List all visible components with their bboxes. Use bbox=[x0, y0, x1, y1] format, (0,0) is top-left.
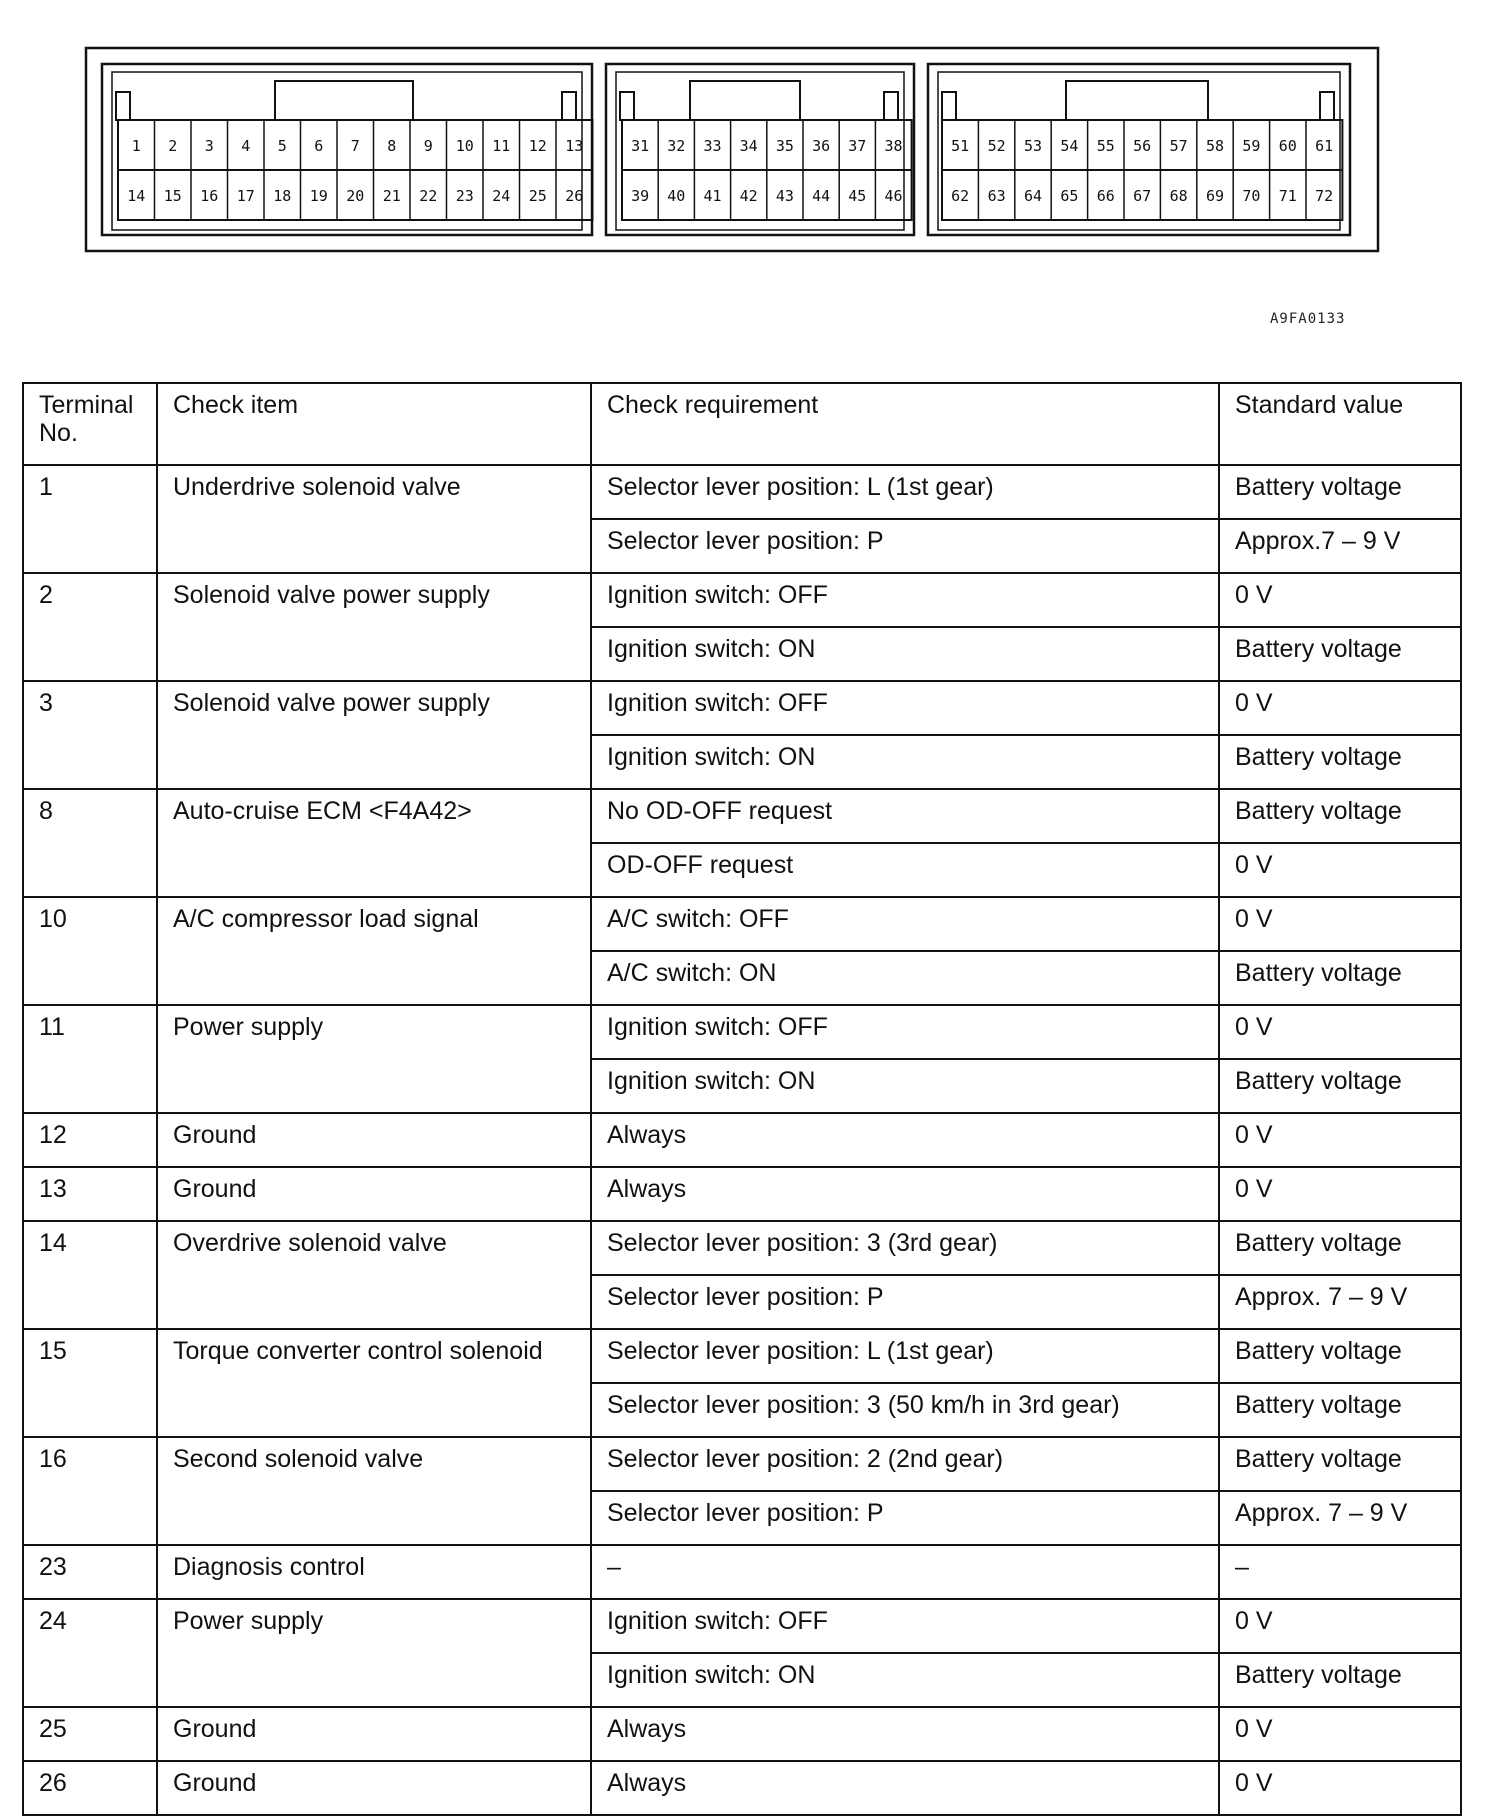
terminal-pin-label: 42 bbox=[739, 187, 758, 205]
check-requirement: Ignition switch: ON bbox=[591, 1059, 1219, 1113]
check-item: Ground bbox=[157, 1113, 591, 1167]
terminal-number: 12 bbox=[23, 1113, 157, 1167]
standard-value: Approx.7 – 9 V bbox=[1219, 519, 1461, 573]
terminal-pin-label: 3 bbox=[204, 137, 214, 155]
check-requirement: Always bbox=[591, 1707, 1219, 1761]
terminal-pin-label: 44 bbox=[812, 187, 831, 205]
standard-value: Battery voltage bbox=[1219, 789, 1461, 843]
terminal-pin-label: 9 bbox=[423, 137, 433, 155]
standard-value: 0 V bbox=[1219, 1707, 1461, 1761]
connector-block bbox=[102, 64, 593, 235]
standard-value: 0 V bbox=[1219, 1761, 1461, 1815]
terminal-pin-label: 46 bbox=[884, 187, 903, 205]
table-row bbox=[23, 1761, 1461, 1815]
terminal-number: 25 bbox=[23, 1707, 157, 1761]
check-requirement: Selector lever position: L (1st gear) bbox=[591, 1329, 1219, 1383]
check-requirement: Ignition switch: OFF bbox=[591, 1005, 1219, 1059]
terminal-pin-label: 72 bbox=[1315, 187, 1334, 205]
terminal-pin-label: 35 bbox=[775, 137, 794, 155]
table-row bbox=[23, 681, 1461, 735]
terminal-number: 14 bbox=[23, 1221, 157, 1329]
table-row bbox=[23, 1707, 1461, 1761]
terminal-number: 11 bbox=[23, 1005, 157, 1113]
terminal-pin-label: 26 bbox=[565, 187, 584, 205]
terminal-pin-label: 51 bbox=[951, 137, 970, 155]
terminal-pin-label: 56 bbox=[1133, 137, 1152, 155]
table-row bbox=[23, 789, 1461, 843]
table-row bbox=[23, 897, 1461, 951]
check-requirement: Selector lever position: P bbox=[591, 519, 1219, 573]
standard-value: 0 V bbox=[1219, 843, 1461, 897]
check-requirement: Ignition switch: OFF bbox=[591, 681, 1219, 735]
terminal-pin-label: 63 bbox=[987, 187, 1006, 205]
terminal-pin-label: 8 bbox=[387, 137, 397, 155]
terminal-pin-label: 7 bbox=[350, 137, 360, 155]
terminal-pin-label: 66 bbox=[1096, 187, 1115, 205]
table-row bbox=[23, 1329, 1461, 1383]
connector-diagram bbox=[0, 0, 1504, 300]
terminal-number: 10 bbox=[23, 897, 157, 1005]
terminal-pin-label: 38 bbox=[884, 137, 903, 155]
check-item: Underdrive solenoid valve bbox=[157, 465, 591, 573]
terminal-check-table bbox=[22, 382, 1462, 1816]
standard-value: Battery voltage bbox=[1219, 1653, 1461, 1707]
terminal-pin-label: 5 bbox=[277, 137, 287, 155]
terminal-pin-label: 13 bbox=[565, 137, 584, 155]
standard-value: Battery voltage bbox=[1219, 627, 1461, 681]
check-requirement: Selector lever position: 2 (2nd gear) bbox=[591, 1437, 1219, 1491]
terminal-number: 23 bbox=[23, 1545, 157, 1599]
connector-block bbox=[928, 64, 1350, 235]
terminal-pin-label: 34 bbox=[739, 137, 758, 155]
figure-id: A9FA0133 bbox=[1270, 311, 1346, 327]
terminal-pin-label: 4 bbox=[241, 137, 251, 155]
standard-value: – bbox=[1219, 1545, 1461, 1599]
terminal-pin-label: 68 bbox=[1169, 187, 1188, 205]
terminal-pin-label: 36 bbox=[812, 137, 831, 155]
table-row bbox=[23, 1113, 1461, 1167]
standard-value: Battery voltage bbox=[1219, 735, 1461, 789]
standard-value: Approx. 7 – 9 V bbox=[1219, 1275, 1461, 1329]
check-requirement: Selector lever position: P bbox=[591, 1275, 1219, 1329]
check-requirement: Selector lever position: 3 (3rd gear) bbox=[591, 1221, 1219, 1275]
table-row bbox=[23, 573, 1461, 627]
standard-value: Approx. 7 – 9 V bbox=[1219, 1491, 1461, 1545]
standard-value: 0 V bbox=[1219, 1005, 1461, 1059]
standard-value: 0 V bbox=[1219, 1113, 1461, 1167]
terminal-pin-label: 37 bbox=[848, 137, 867, 155]
terminal-pin-label: 60 bbox=[1278, 137, 1297, 155]
check-item: Diagnosis control bbox=[157, 1545, 591, 1599]
table-row bbox=[23, 1167, 1461, 1221]
check-item: Power supply bbox=[157, 1599, 591, 1707]
terminal-number: 1 bbox=[23, 465, 157, 573]
terminal-pin-label: 52 bbox=[987, 137, 1006, 155]
check-item: Power supply bbox=[157, 1005, 591, 1113]
check-item: Solenoid valve power supply bbox=[157, 681, 591, 789]
terminal-pin-label: 62 bbox=[951, 187, 970, 205]
terminal-pin-label: 23 bbox=[455, 187, 474, 205]
table-row bbox=[23, 465, 1461, 519]
check-requirement: Always bbox=[591, 1167, 1219, 1221]
terminal-pin-label: 22 bbox=[419, 187, 438, 205]
check-requirement: No OD-OFF request bbox=[591, 789, 1219, 843]
standard-value: 0 V bbox=[1219, 681, 1461, 735]
terminal-pin-label: 40 bbox=[667, 187, 686, 205]
check-requirement: – bbox=[591, 1545, 1219, 1599]
terminal-pin-label: 12 bbox=[528, 137, 547, 155]
terminal-pin-label: 32 bbox=[667, 137, 686, 155]
check-item: Second solenoid valve bbox=[157, 1437, 591, 1545]
terminal-pin-label: 57 bbox=[1169, 137, 1188, 155]
terminal-pin-label: 39 bbox=[631, 187, 650, 205]
terminal-number: 8 bbox=[23, 789, 157, 897]
terminal-pin-label: 21 bbox=[382, 187, 401, 205]
terminal-pin-label: 1 bbox=[131, 137, 141, 155]
standard-value: Battery voltage bbox=[1219, 1221, 1461, 1275]
terminal-pin-label: 31 bbox=[631, 137, 650, 155]
terminal-pin-label: 11 bbox=[492, 137, 511, 155]
standard-value: Battery voltage bbox=[1219, 1329, 1461, 1383]
table-header-row bbox=[23, 383, 1461, 465]
terminal-pin-label: 43 bbox=[775, 187, 794, 205]
terminal-pin-label: 67 bbox=[1133, 187, 1152, 205]
terminal-pin-label: 25 bbox=[528, 187, 547, 205]
check-item: Ground bbox=[157, 1761, 591, 1815]
standard-value: Battery voltage bbox=[1219, 1437, 1461, 1491]
terminal-pin-label: 69 bbox=[1205, 187, 1225, 205]
terminal-pin-label: 6 bbox=[314, 137, 324, 155]
check-requirement: Always bbox=[591, 1761, 1219, 1815]
terminal-pin-label: 14 bbox=[127, 187, 146, 205]
terminal-pin-label: 2 bbox=[168, 137, 178, 155]
terminal-number: 24 bbox=[23, 1599, 157, 1707]
connector-block bbox=[606, 64, 914, 235]
check-requirement: Ignition switch: ON bbox=[591, 1653, 1219, 1707]
check-requirement: Ignition switch: OFF bbox=[591, 1599, 1219, 1653]
header-terminal: Terminal No. bbox=[23, 383, 157, 465]
standard-value: Battery voltage bbox=[1219, 1059, 1461, 1113]
table-row bbox=[23, 1221, 1461, 1275]
terminal-number: 16 bbox=[23, 1437, 157, 1545]
check-requirement: Ignition switch: ON bbox=[591, 627, 1219, 681]
terminal-pin-label: 70 bbox=[1242, 187, 1261, 205]
check-requirement: A/C switch: OFF bbox=[591, 897, 1219, 951]
check-item: Solenoid valve power supply bbox=[157, 573, 591, 681]
connector-blocks bbox=[102, 64, 1350, 235]
standard-value: 0 V bbox=[1219, 1599, 1461, 1653]
terminal-pin-label: 24 bbox=[492, 187, 511, 205]
terminal-pin-label: 58 bbox=[1205, 137, 1225, 155]
check-item: Auto-cruise ECM <F4A42> bbox=[157, 789, 591, 897]
check-item: A/C compressor load signal bbox=[157, 897, 591, 1005]
standard-value: 0 V bbox=[1219, 1167, 1461, 1221]
header-standard-value: Standard value bbox=[1219, 383, 1461, 465]
check-item: Ground bbox=[157, 1707, 591, 1761]
terminal-pin-label: 16 bbox=[200, 187, 219, 205]
terminal-pin-label: 45 bbox=[848, 187, 867, 205]
terminal-pin-label: 18 bbox=[273, 187, 292, 205]
standard-value: 0 V bbox=[1219, 573, 1461, 627]
terminal-pin-label: 20 bbox=[346, 187, 365, 205]
check-requirement: Selector lever position: L (1st gear) bbox=[591, 465, 1219, 519]
table-row bbox=[23, 1545, 1461, 1599]
terminal-pin-label: 53 bbox=[1023, 137, 1043, 155]
check-requirement: Selector lever position: P bbox=[591, 1491, 1219, 1545]
terminal-pin-label: 41 bbox=[703, 187, 722, 205]
table-body bbox=[23, 465, 1461, 1815]
terminal-pin-label: 64 bbox=[1023, 187, 1043, 205]
check-item: Ground bbox=[157, 1167, 591, 1221]
header-check-requirement: Check requirement bbox=[591, 383, 1219, 465]
check-requirement: OD-OFF request bbox=[591, 843, 1219, 897]
header-check-item: Check item bbox=[157, 383, 591, 465]
check-item: Overdrive solenoid valve bbox=[157, 1221, 591, 1329]
check-requirement: Ignition switch: ON bbox=[591, 735, 1219, 789]
standard-value: 0 V bbox=[1219, 897, 1461, 951]
terminal-pin-label: 15 bbox=[163, 187, 182, 205]
check-requirement: Always bbox=[591, 1113, 1219, 1167]
table-row bbox=[23, 1599, 1461, 1653]
terminal-pin-label: 19 bbox=[309, 187, 328, 205]
table-row bbox=[23, 1005, 1461, 1059]
check-requirement: Selector lever position: 3 (50 km/h in 3rd gear) bbox=[591, 1383, 1219, 1437]
terminal-pin-label: 65 bbox=[1060, 187, 1079, 205]
standard-value: Battery voltage bbox=[1219, 951, 1461, 1005]
terminal-pin-label: 55 bbox=[1096, 137, 1115, 155]
terminal-number: 13 bbox=[23, 1167, 157, 1221]
terminal-pin-label: 59 bbox=[1242, 137, 1261, 155]
table-row bbox=[23, 1437, 1461, 1491]
standard-value: Battery voltage bbox=[1219, 1383, 1461, 1437]
terminal-pin-label: 33 bbox=[703, 137, 722, 155]
terminal-pin-label: 54 bbox=[1060, 137, 1079, 155]
terminal-number: 15 bbox=[23, 1329, 157, 1437]
check-requirement: A/C switch: ON bbox=[591, 951, 1219, 1005]
terminal-number: 2 bbox=[23, 573, 157, 681]
check-requirement: Ignition switch: OFF bbox=[591, 573, 1219, 627]
standard-value: Battery voltage bbox=[1219, 465, 1461, 519]
terminal-pin-label: 71 bbox=[1278, 187, 1297, 205]
check-item: Torque converter control solenoid bbox=[157, 1329, 591, 1437]
terminal-pin-label: 61 bbox=[1315, 137, 1334, 155]
terminal-number: 26 bbox=[23, 1761, 157, 1815]
terminal-pin-label: 17 bbox=[236, 187, 255, 205]
terminal-pin-label: 10 bbox=[455, 137, 474, 155]
terminal-number: 3 bbox=[23, 681, 157, 789]
